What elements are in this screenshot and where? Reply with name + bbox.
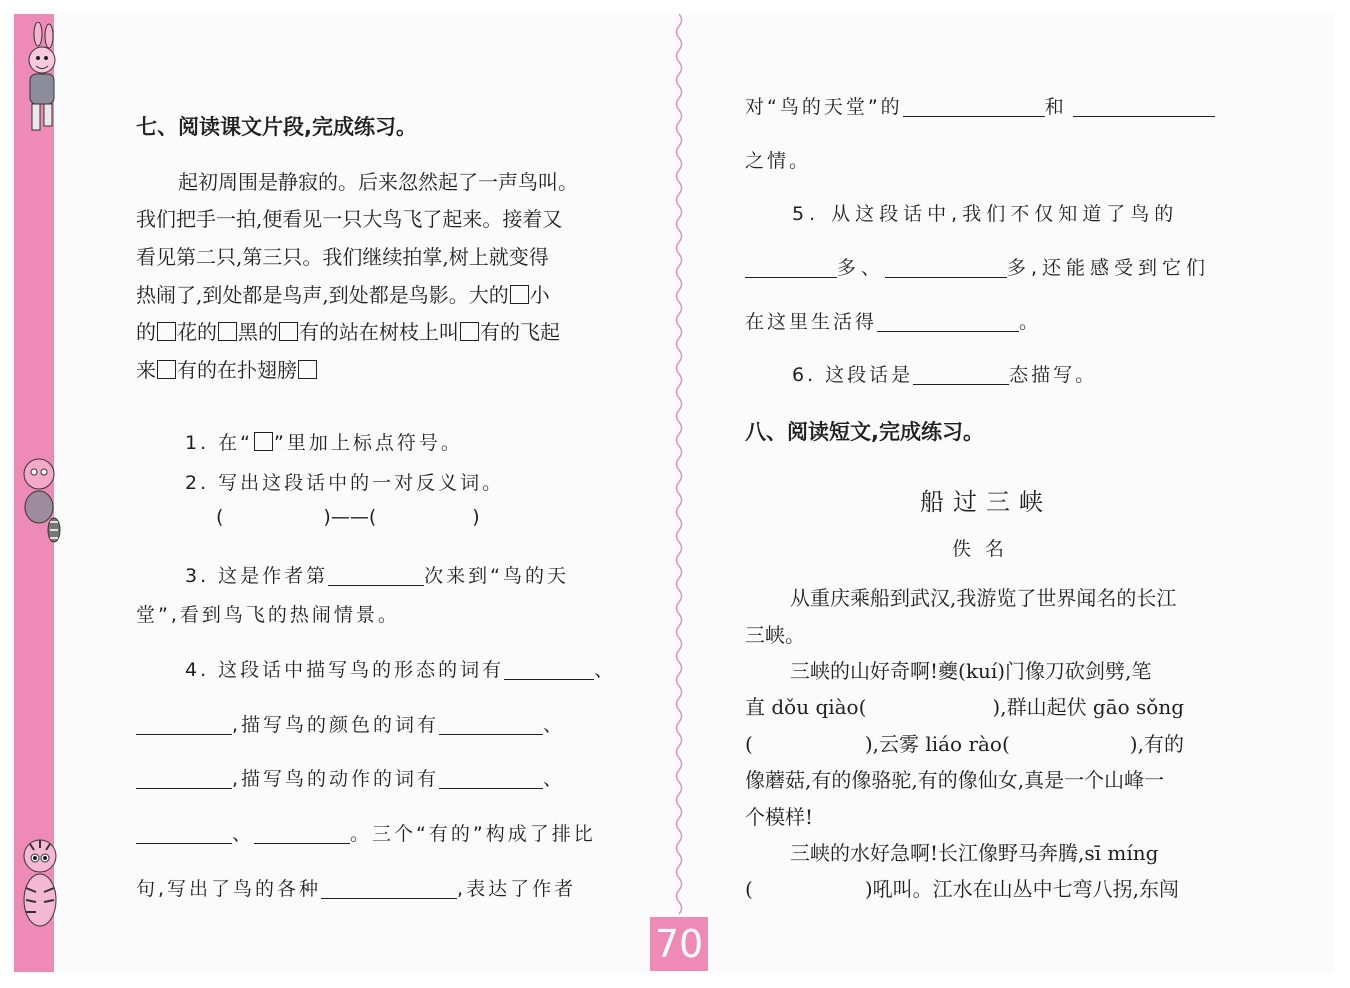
answer-blank[interactable] xyxy=(254,823,350,844)
passage-line-5: 的 花的 黑的 有的站在树枝上叫 有的飞起 xyxy=(136,320,560,344)
question-5-line-2: 多、 多,还能感受到它们 xyxy=(745,253,1210,280)
punctuation-box[interactable] xyxy=(218,322,237,341)
tiger-mascot-icon xyxy=(16,826,62,936)
answer-blank[interactable] xyxy=(903,96,1045,117)
book-spine-divider xyxy=(670,14,688,972)
question-5-line-1: 5. 从这段话中,我们不仅知道了鸟的 xyxy=(792,203,1179,225)
story-title: 船过三峡 xyxy=(920,488,1052,516)
punctuation-box[interactable] xyxy=(157,360,176,379)
story-line-3: 三峡的山好奇啊!夔(kuí)门像刀砍剑劈,笔 xyxy=(790,659,1152,683)
story-line-1: 从重庆乘船到武汉,我游览了世界闻名的长江 xyxy=(790,586,1177,610)
story-line-6: 像蘑菇,有的像骆驼,有的像仙女,真是一个山峰一 xyxy=(745,768,1165,792)
punctuation-box[interactable] xyxy=(298,360,317,379)
question-3-cont: 堂”,看到鸟飞的热闹情景。 xyxy=(136,604,400,626)
answer-blank[interactable] xyxy=(885,257,1007,278)
answer-blank[interactable] xyxy=(504,659,594,680)
story-line-8: 三峡的水好急啊!长江像野马奔腾,sī míng xyxy=(790,841,1159,865)
question-4-cont-line: 对“鸟的天堂”的 和 xyxy=(745,92,1215,119)
punctuation-box[interactable] xyxy=(510,285,529,304)
answer-blank[interactable] xyxy=(913,364,1009,385)
answer-blank[interactable] xyxy=(745,257,837,278)
answer-blank[interactable] xyxy=(439,768,543,789)
answer-blank[interactable] xyxy=(1073,96,1215,117)
question-3: 3. 这是作者第 次来到“鸟的天 xyxy=(185,565,570,587)
question-4-line-1: 4. 这段话中描写鸟的形态的词有 、 xyxy=(185,659,617,681)
section-8-heading: 八、阅读短文,完成练习。 xyxy=(745,420,984,444)
passage-line-6: 来 有的在扑翅膀 xyxy=(136,354,318,383)
passage-line-2: 我们把手一拍,便看见一只大鸟飞了起来。接着又 xyxy=(136,207,563,231)
question-4-line-3: ,描写鸟的动作的词有 、 xyxy=(136,764,565,791)
question-2: 2. 写出这段话中的一对反义词。 xyxy=(185,472,505,494)
story-line-9: ( )吼叫。江水在山丛中七弯八拐,东闯 xyxy=(745,877,1179,901)
page-number: 70 xyxy=(650,917,708,971)
question-1: 1. 在“ ”里加上标点符号。 xyxy=(185,432,463,454)
answer-blank[interactable] xyxy=(439,714,543,735)
raccoon-mascot-icon xyxy=(16,452,62,544)
story-author: 佚 名 xyxy=(952,538,1009,560)
passage-line-3: 看见第二只,第三只。我们继续拍掌,树上就变得 xyxy=(136,245,549,269)
punctuation-box[interactable] xyxy=(279,322,298,341)
question-5-line-3: 在这里生活得 。 xyxy=(745,311,1042,333)
story-line-7: 个模样! xyxy=(745,805,814,829)
punctuation-box[interactable] xyxy=(157,322,176,341)
answer-blank[interactable] xyxy=(136,823,232,844)
story-line-4: 直 dǒu qiào( ),群山起伏 gāo sǒng xyxy=(745,695,1185,719)
punctuation-box-sample xyxy=(254,432,273,451)
question-6: 6. 这段话是 态描写。 xyxy=(792,364,1098,386)
question-4-line-4: 、 。三个“有的”构成了排比 xyxy=(136,819,596,846)
answer-blank[interactable] xyxy=(877,311,1019,332)
question-4-cont-end: 之情。 xyxy=(745,150,812,172)
story-line-5: ( ),云雾 liáo rào( ),有的 xyxy=(745,732,1184,756)
section-7-heading: 七、阅读课文片段,完成练习。 xyxy=(136,115,417,139)
answer-blank[interactable] xyxy=(328,565,424,586)
question-4-line-2: ,描写鸟的颜色的词有 、 xyxy=(136,710,565,737)
story-line-2: 三峡。 xyxy=(745,623,805,647)
punctuation-box[interactable] xyxy=(460,322,479,341)
passage-line-4: 热闹了,到处都是鸟声,到处都是鸟影。大的 小 xyxy=(136,283,550,307)
answer-blank[interactable] xyxy=(321,878,457,899)
antonym-pair: ( )——( ) xyxy=(216,506,480,528)
rabbit-mascot-icon xyxy=(16,22,62,140)
passage-line-1: 起初周围是静寂的。后来忽然起了一声鸟叫。 xyxy=(178,170,578,194)
answer-blank[interactable] xyxy=(136,768,232,789)
answer-blank[interactable] xyxy=(136,714,232,735)
question-4-line-5: 句,写出了鸟的各种 ,表达了作者 xyxy=(136,878,577,900)
